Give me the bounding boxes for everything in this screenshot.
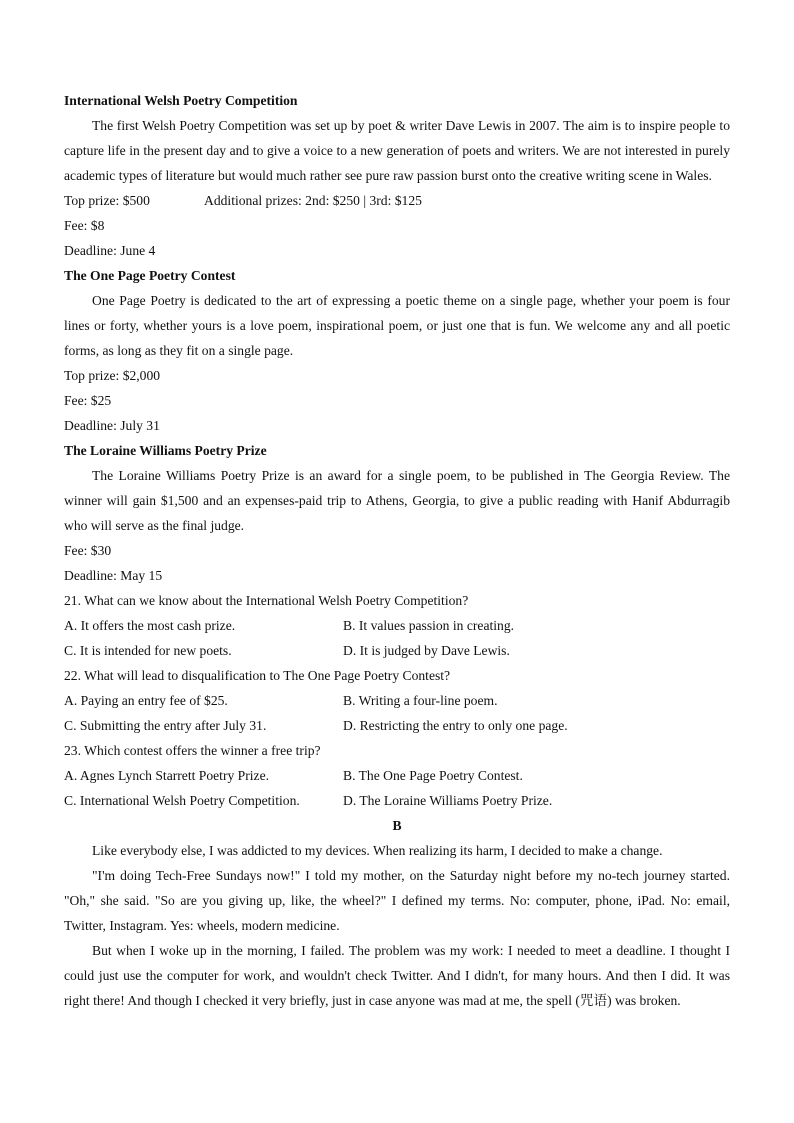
deadline: Deadline: May 15: [64, 568, 163, 583]
options-row: [64, 713, 730, 738]
option-b: B. Writing a four-line poem.: [343, 693, 498, 708]
option-a: A. Paying an entry fee of $25.: [64, 693, 228, 708]
section-paragraph: The first Welsh Poetry Competition was set up by poet & writer Dave Lewis in 2007. The aim is to inspire people to capture life in the present day and to give a voice to a new generation of poets and writers. We are not interested in purely academic types of literature but would much rather see pure raw passion burst onto the creative writing scene in Wales.: [64, 118, 730, 183]
section-title: The Loraine Williams Poetry Prize: [64, 443, 267, 458]
fee: Fee: $8: [64, 218, 105, 233]
section-title: The One Page Poetry Contest: [64, 268, 236, 283]
section-paragraph: One Page Poetry is dedicated to the art of expressing a poetic theme on a single page, whether your poem is four lines or forty, whether yours is a love poem, inspirational poem, or just one that is fun. We welcome any and all poetic forms, as long as they fit on a single page.: [64, 293, 730, 358]
option-d: D. It is judged by Dave Lewis.: [343, 643, 510, 658]
prize-row: [64, 188, 730, 213]
passage-paragraph: Like everybody else, I was addicted to my devices. When realizing its harm, I decided to make a change.: [92, 843, 663, 858]
question-stem: 22. What will lead to disqualification to The One Page Poetry Contest?: [64, 668, 451, 683]
option-c: C. International Welsh Poetry Competition.: [64, 793, 300, 808]
option-b: B. The One Page Poetry Contest.: [343, 768, 523, 783]
option-d: D. Restricting the entry to only one page.: [343, 718, 568, 733]
question-stem: 23. Which contest offers the winner a free trip?: [64, 743, 321, 758]
option-a: A. It offers the most cash prize.: [64, 618, 236, 633]
passage-paragraph: But when I woke up in the morning, I failed. The problem was my work: I needed to meet a deadline. I thought I could just use the computer for work, and wouldn't check Twitter. And I didn't, for many hours. And then I did. It was right there! And though I checked it very briefly, just in case anyone was mad at me, the spell (咒语) was broken.: [64, 943, 730, 1008]
options-row: [64, 788, 730, 813]
options-row: [64, 763, 730, 788]
option-c: C. Submitting the entry after July 31.: [64, 718, 267, 733]
options-row: [64, 613, 730, 638]
part-heading: B: [392, 818, 402, 833]
document-page: [64, 88, 730, 1013]
passage-paragraph: "I'm doing Tech-Free Sundays now!" I told my mother, on the Saturday night before my no-tech journey started. "Oh," she said. "So are you giving up, like, the wheel?" I defined my terms. No: computer, phone, iPad. No: email, Twitter, Instagram. Yes: wheels, modern medicine.: [64, 868, 730, 933]
option-a: A. Agnes Lynch Starrett Poetry Prize.: [64, 768, 270, 783]
section-paragraph: The Loraine Williams Poetry Prize is an award for a single poem, to be published in The Georgia Review. The winner will gain $1,500 and an expenses-paid trip to Athens, Georgia, to give a public reading with Hanif Abdurragib who will serve as the final judge.: [64, 468, 730, 533]
fee: Fee: $25: [64, 393, 112, 408]
top-prize: Top prize: $2,000: [64, 368, 161, 383]
top-prize: Top prize: $500: [64, 193, 150, 208]
option-b: B. It values passion in creating.: [343, 618, 515, 633]
options-row: [64, 638, 730, 663]
deadline: Deadline: July 31: [64, 418, 160, 433]
question-stem: 21. What can we know about the International Welsh Poetry Competition?: [64, 593, 469, 608]
options-row: [64, 688, 730, 713]
additional-prizes: Additional prizes: 2nd: $250 | 3rd: $125: [204, 193, 422, 208]
option-d: D. The Loraine Williams Poetry Prize.: [343, 793, 553, 808]
deadline: Deadline: June 4: [64, 243, 156, 258]
section-title: International Welsh Poetry Competition: [64, 93, 298, 108]
fee: Fee: $30: [64, 543, 112, 558]
option-c: C. It is intended for new poets.: [64, 643, 232, 658]
